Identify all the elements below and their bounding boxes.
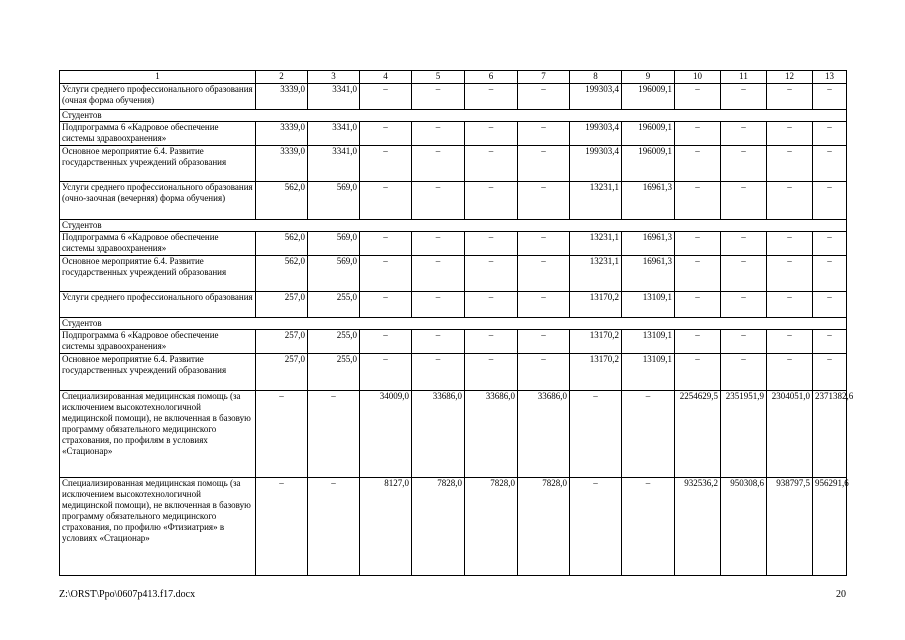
value-cell: – [360,182,412,220]
row-description: Подпрограмма 6 «Кадровое обеспечение системы здравоохранения» [60,122,256,146]
value-cell: 34009,0 [360,391,412,478]
value-cell: 569,0 [308,182,360,220]
value-cell: 956291,6 [813,478,847,576]
value-cell: – [675,84,721,110]
header-cell: 8 [570,71,622,84]
value-cell: – [518,292,570,318]
header-cell: 7 [518,71,570,84]
row-description: Специализированная медицинская помощь (за исключением высокотехнологичной медицинской помощи), не включенная в базовую программу обязательного медицинского страхования, по профилям в условиях «Стационар» [60,391,256,478]
value-cell: 7828,0 [412,478,465,576]
value-cell: – [412,122,465,146]
value-cell: – [813,122,847,146]
value-cell: – [813,146,847,182]
value-cell: – [622,478,675,576]
header-cell: 13 [813,71,847,84]
value-cell: 257,0 [256,330,308,354]
value-cell: – [360,146,412,182]
value-cell: 7828,0 [465,478,518,576]
value-cell: – [412,182,465,220]
value-cell: – [767,330,813,354]
value-cell: – [767,122,813,146]
value-cell: – [518,354,570,391]
section-row [60,220,847,232]
value-cell: – [518,256,570,292]
value-cell: – [675,122,721,146]
value-cell: 257,0 [256,354,308,391]
value-cell: – [412,232,465,256]
value-cell: 2351951,9 [721,391,767,478]
value-cell: – [518,182,570,220]
row-description: Специализированная медицинская помощь (за исключением высокотехнологичной медицинской помощи), не включенная в базовую программу обязательного медицинского страхования, по профилю «Фтизиатрия» в условиях «Стационар» [60,478,256,576]
table-row [60,391,847,478]
value-cell: – [518,84,570,110]
value-cell: – [813,330,847,354]
footer-file-path: Z:\ORST\Ppo\0607p413.f17.docx [59,589,196,600]
value-cell: – [465,256,518,292]
value-cell: – [721,256,767,292]
value-cell: 3339,0 [256,84,308,110]
value-cell: – [465,330,518,354]
section-row [60,318,847,330]
value-cell: – [767,146,813,182]
value-cell: – [675,232,721,256]
value-cell: 33686,0 [412,391,465,478]
value-cell: – [813,232,847,256]
header-cell: 12 [767,71,813,84]
value-cell: – [465,182,518,220]
table-row [60,232,847,256]
value-cell: 3341,0 [308,84,360,110]
value-cell: – [518,122,570,146]
value-cell: – [360,232,412,256]
value-cell: 199303,4 [570,84,622,110]
value-cell: 196009,1 [622,122,675,146]
value-cell: 569,0 [308,256,360,292]
row-description: Подпрограмма 6 «Кадровое обеспечение системы здравоохранения» [60,330,256,354]
header-cell: 3 [308,71,360,84]
value-cell: 7828,0 [518,478,570,576]
value-cell: – [518,232,570,256]
value-cell: 938797,5 [767,478,813,576]
value-cell: – [767,256,813,292]
value-cell: 16961,3 [622,232,675,256]
header-cell: 4 [360,71,412,84]
value-cell: 196009,1 [622,84,675,110]
value-cell: 3339,0 [256,146,308,182]
value-cell: – [675,256,721,292]
value-cell: – [767,292,813,318]
value-cell: 13109,1 [622,292,675,318]
value-cell: 13170,2 [570,292,622,318]
row-description: Услуги среднего профессионального образования (очно-заочная (вечерняя) форма обучения) [60,182,256,220]
section-label: Студентов [60,220,847,232]
header-cell: 1 [60,71,256,84]
value-cell: – [721,292,767,318]
value-cell: – [767,182,813,220]
value-cell: – [412,330,465,354]
value-cell: 569,0 [308,232,360,256]
value-cell: – [465,292,518,318]
value-cell: – [465,146,518,182]
section-label: Студентов [60,318,847,330]
value-cell: – [360,122,412,146]
value-cell: 13109,1 [622,330,675,354]
value-cell: 3339,0 [256,122,308,146]
table-row [60,292,847,318]
value-cell: – [721,182,767,220]
value-cell: 2254629,5 [675,391,721,478]
data-table [59,70,854,576]
value-cell: – [360,84,412,110]
value-cell: – [767,84,813,110]
value-cell: 13109,1 [622,354,675,391]
row-description: Услуги среднего профессионального образования [60,292,256,318]
row-description: Основное мероприятие 6.4. Развитие государственных учреждений образования [60,256,256,292]
header-cell: 6 [465,71,518,84]
value-cell: – [721,232,767,256]
value-cell: – [570,478,622,576]
row-description: Основное мероприятие 6.4. Развитие государственных учреждений образования [60,354,256,391]
section-row [60,110,847,122]
value-cell: 255,0 [308,330,360,354]
value-cell: – [465,122,518,146]
value-cell: – [465,354,518,391]
table-row [60,354,847,391]
table-body [60,71,854,576]
value-cell: – [813,354,847,391]
value-cell: 8127,0 [360,478,412,576]
table-row [60,330,847,354]
value-cell: – [518,146,570,182]
value-cell: – [675,292,721,318]
value-cell: – [675,330,721,354]
value-cell: – [412,256,465,292]
value-cell: 255,0 [308,354,360,391]
row-description: Подпрограмма 6 «Кадровое обеспечение системы здравоохранения» [60,232,256,256]
value-cell: 3341,0 [308,146,360,182]
value-cell: – [675,182,721,220]
value-cell: – [721,354,767,391]
table-row [60,84,847,110]
value-cell: – [465,232,518,256]
value-cell: 13170,2 [570,330,622,354]
value-cell: 33686,0 [465,391,518,478]
header-cell: 2 [256,71,308,84]
value-cell: – [813,84,847,110]
header-cell: 5 [412,71,465,84]
value-cell: – [767,232,813,256]
header-cell: 10 [675,71,721,84]
value-cell: – [570,391,622,478]
value-cell: – [518,330,570,354]
value-cell: 196009,1 [622,146,675,182]
value-cell: 562,0 [256,232,308,256]
value-cell: – [412,292,465,318]
value-cell: – [412,354,465,391]
value-cell: 199303,4 [570,122,622,146]
header-cell: 9 [622,71,675,84]
value-cell: 13231,1 [570,256,622,292]
value-cell: – [360,330,412,354]
value-cell: 562,0 [256,256,308,292]
value-cell: – [256,478,308,576]
value-cell: – [767,354,813,391]
table-row [60,122,847,146]
value-cell: – [412,84,465,110]
value-cell: 3341,0 [308,122,360,146]
page-number: 20 [836,589,846,600]
value-cell: – [360,292,412,318]
value-cell: – [412,146,465,182]
value-cell: – [308,391,360,478]
table-row [60,182,847,220]
value-cell: 932536,2 [675,478,721,576]
row-description: Основное мероприятие 6.4. Развитие государственных учреждений образования [60,146,256,182]
value-cell: 950308,6 [721,478,767,576]
value-cell: 13170,2 [570,354,622,391]
value-cell: 2371382,6 [813,391,847,478]
value-cell: – [813,182,847,220]
table-row [60,146,847,182]
value-cell: – [813,292,847,318]
value-cell: – [675,146,721,182]
value-cell: – [360,256,412,292]
value-cell: – [721,122,767,146]
value-cell: – [721,146,767,182]
value-cell: – [813,256,847,292]
value-cell: – [360,354,412,391]
value-cell: – [675,354,721,391]
value-cell: – [721,84,767,110]
value-cell: 562,0 [256,182,308,220]
value-cell: – [721,330,767,354]
value-cell: – [465,84,518,110]
value-cell: 13231,1 [570,182,622,220]
value-cell: – [256,391,308,478]
value-cell: 33686,0 [518,391,570,478]
value-cell: – [308,478,360,576]
table-row [60,256,847,292]
value-cell: 13231,1 [570,232,622,256]
value-cell: 255,0 [308,292,360,318]
value-cell: 2304051,0 [767,391,813,478]
row-description: Услуги среднего профессионального образования (очная форма обучения) [60,84,256,110]
value-cell: 16961,3 [622,182,675,220]
value-cell: 199303,4 [570,146,622,182]
header-row [60,71,847,84]
table-row [60,478,847,576]
value-cell: 257,0 [256,292,308,318]
value-cell: 16961,3 [622,256,675,292]
value-cell: – [622,391,675,478]
header-cell: 11 [721,71,767,84]
section-label: Студентов [60,110,847,122]
